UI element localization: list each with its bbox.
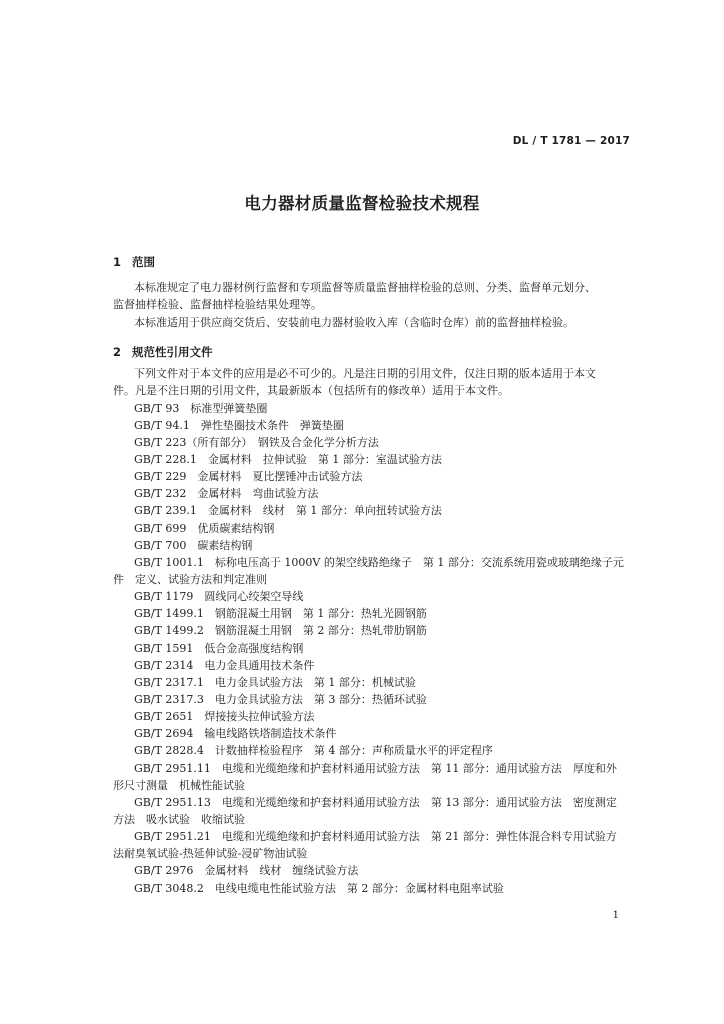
standard-code: DL / T 1781 — 2017 [512, 135, 630, 147]
page-number: 1 [612, 910, 619, 921]
reference-item: GB/T 2951.11 电缆和光缆绝缘和护套材料通用试验方法 第 11 部分：通用试验方法 厚度和外 [134, 762, 617, 775]
section-title: 规范性引用文件 [132, 345, 213, 359]
reference-item: GB/T 94.1 弹性垫圈技术条件 弹簧垫圈 [134, 419, 344, 432]
reference-item: GB/T 232 金属材料 弯曲试验方法 [134, 487, 319, 500]
reference-item-continuation: 法耐臭氧试验-热延伸试验-浸矿物油试验 [113, 847, 308, 860]
reference-item: GB/T 2694 输电线路铁塔制造技术条件 [134, 727, 337, 740]
text-line: 监督抽样检验、监督抽样检验结果处理等。 [113, 298, 322, 311]
reference-item: GB/T 2828.4 计数抽样检验程序 第 4 部分：声称质量水平的评定程序 [134, 744, 493, 757]
reference-item: GB/T 2951.13 电缆和光缆绝缘和护套材料通用试验方法 第 13 部分：通用试验方法 密度测定 [134, 796, 617, 809]
section-heading-references [113, 344, 213, 360]
reference-item: GB/T 2651 焊接接头拉伸试验方法 [134, 710, 315, 723]
text-line: 下列文件对于本文件的应用是必不可少的。凡是注日期的引用文件，仅注日期的版本适用于本文 [134, 367, 596, 380]
reference-item: GB/T 2317.1 电力金具试验方法 第 1 部分：机械试验 [134, 676, 416, 689]
reference-item: GB/T 2976 金属材料 线材 缠绕试验方法 [134, 864, 359, 877]
text-line: 本标准适用于供应商交货后、安装前电力器材验收入库（含临时仓库）前的监督抽样检验。 [134, 316, 574, 329]
reference-item: GB/T 700 碳素结构钢 [134, 539, 253, 552]
reference-item-continuation: 方法 吸水试验 收缩试验 [113, 813, 245, 826]
reference-item: GB/T 1001.1 标称电压高于 1000V 的架空线路绝缘子 第 1 部分：交流系统用瓷或玻璃绝缘子元 [134, 556, 624, 569]
reference-item: GB/T 699 优质碳素结构钢 [134, 522, 275, 535]
reference-item-continuation: 件 定义、试验方法和判定准则 [113, 573, 267, 586]
section-heading-scope [113, 254, 155, 270]
reference-item: GB/T 2314 电力金具通用技术条件 [134, 659, 315, 672]
reference-item: GB/T 228.1 金属材料 拉伸试验 第 1 部分：室温试验方法 [134, 453, 442, 466]
reference-item: GB/T 93 标准型弹簧垫圈 [134, 402, 268, 415]
section-number: 1 [113, 255, 122, 269]
reference-item: GB/T 2951.21 电缆和光缆绝缘和护套材料通用试验方法 第 21 部分：弹性体混合料专用试验方 [134, 830, 617, 843]
reference-item: GB/T 1499.2 钢筋混凝土用钢 第 2 部分：热轧带肋钢筋 [134, 624, 427, 637]
reference-item: GB/T 1591 低合金高强度结构钢 [134, 642, 304, 655]
reference-item: GB/T 1499.1 钢筋混凝土用钢 第 1 部分：热轧光圆钢筋 [134, 607, 427, 620]
reference-item: GB/T 2317.3 电力金具试验方法 第 3 部分：热循环试验 [134, 693, 427, 706]
text-line: 本标准规定了电力器材例行监督和专项监督等质量监督抽样检验的总则、分类、监督单元划分、 [134, 281, 596, 294]
reference-item: GB/T 1179 圆线同心绞架空导线 [134, 590, 304, 603]
text-line: 件。凡是不注日期的引用文件，其最新版本（包括所有的修改单）适用于本文件。 [113, 384, 509, 397]
reference-item: GB/T 3048.2 电线电缆电性能试验方法 第 2 部分：金属材料电阻率试验 [134, 882, 504, 895]
reference-item: GB/T 239.1 金属材料 线材 第 1 部分：单向扭转试验方法 [134, 504, 442, 517]
reference-item-continuation: 形尺寸测量 机械性能试验 [113, 779, 245, 792]
reference-item: GB/T 229 金属材料 夏比摆锤冲击试验方法 [134, 470, 363, 483]
reference-item: GB/T 223（所有部分） 钢铁及合金化学分析方法 [134, 436, 379, 449]
document-title: 电力器材质量监督检验技术规程 [244, 194, 480, 213]
section-number: 2 [113, 345, 122, 359]
section-title: 范围 [132, 255, 155, 269]
